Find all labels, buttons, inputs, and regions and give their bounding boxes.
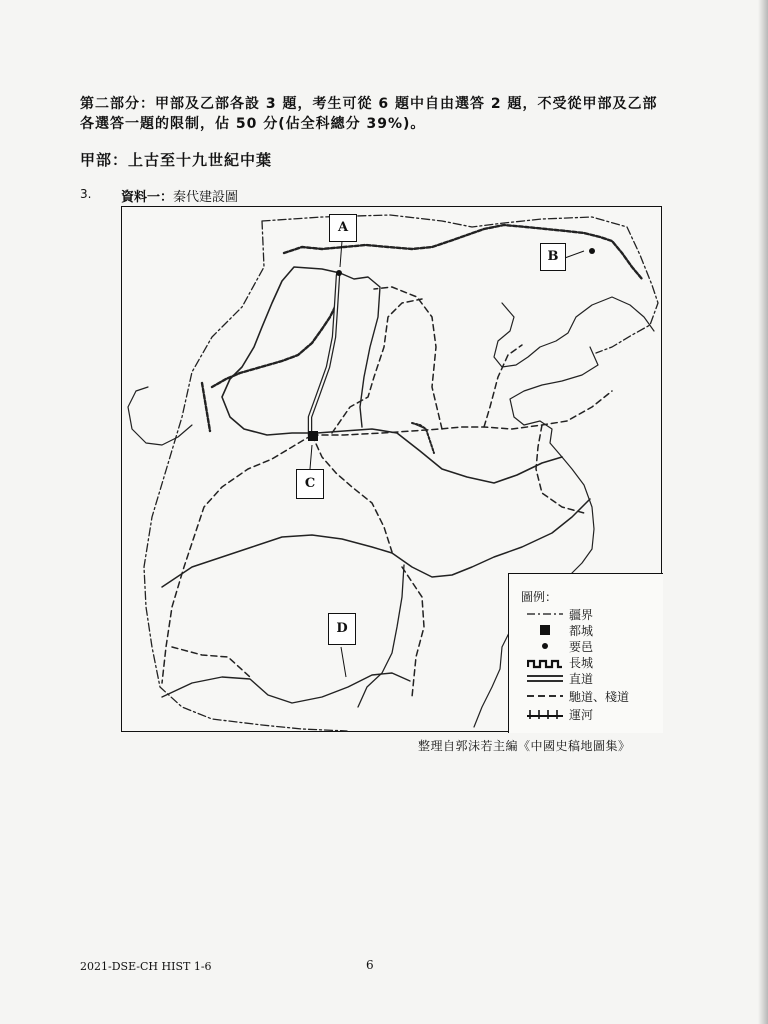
great-wall-sw	[202, 383, 210, 431]
road-4	[374, 287, 442, 429]
map-label-d: D	[328, 613, 356, 645]
section-title: 甲部：上古至十九世紀中葉	[80, 151, 273, 169]
legend-row-canal	[509, 706, 664, 722]
capital-marker	[308, 431, 318, 441]
road-1	[312, 391, 612, 435]
map-label-a: A	[329, 214, 357, 242]
legend-row-straight-road	[509, 670, 664, 686]
legend-row-capital	[509, 622, 664, 638]
great-wall-symbol	[527, 655, 563, 669]
capital-symbol	[527, 623, 563, 637]
road-6	[536, 425, 584, 513]
liaodong-coast	[494, 297, 654, 367]
boundary-symbol	[527, 607, 563, 621]
town-marker-b	[589, 248, 595, 254]
road-9	[172, 647, 250, 677]
town-symbol	[527, 639, 563, 653]
map-credit: 整理自郭沫若主編《中國史稿地圖集》	[418, 739, 631, 753]
road-7	[484, 345, 522, 427]
legend-label-great-wall: 長城	[569, 656, 594, 670]
yellow-river-north	[340, 273, 380, 427]
qin-construction-map	[121, 206, 662, 732]
legend-label-straight-road: 直道	[569, 672, 594, 686]
source-title	[121, 186, 238, 205]
great-wall-west	[212, 305, 336, 387]
instructions-line-2: 各選答一題的限制，佔 50 分(佔全科總分 39%)。	[80, 116, 426, 132]
road-8	[402, 567, 424, 697]
instructions-line-1: 第二部分：甲部及乙部各設 3 題，考生可從 6 題中自由選答 2 題，不受從甲部及乙部	[80, 96, 658, 112]
map-label-b: B	[540, 243, 566, 271]
south-river	[162, 673, 410, 703]
legend-label-road: 馳道、棧道	[569, 690, 630, 704]
part-two-instructions	[80, 94, 680, 134]
straight-road-symbol	[527, 671, 563, 685]
legend-label-boundary: 疆界	[569, 608, 594, 622]
road-2	[162, 435, 312, 683]
road-symbol	[527, 689, 563, 703]
legend-row-road	[509, 688, 664, 704]
legend-label-capital: 都城	[569, 624, 594, 638]
legend-row-great-wall	[509, 654, 664, 670]
town-marker-a	[336, 270, 342, 276]
yellow-river	[222, 267, 562, 483]
canal-symbol	[527, 707, 563, 721]
legend-label-canal: 運河	[569, 708, 594, 722]
legend-row-town	[509, 638, 664, 654]
footer-exam-code: 2021-DSE-CH HIST 1-6	[80, 960, 212, 973]
map-label-c: C	[296, 469, 324, 499]
straight-road	[310, 275, 338, 435]
map-legend	[508, 573, 663, 733]
source-label: 資料一：	[121, 190, 174, 205]
page-edge-shadow	[758, 0, 768, 1024]
question-number: 3.	[80, 187, 92, 201]
legend-row-boundary	[509, 606, 664, 622]
footer-page-number: 6	[366, 958, 374, 972]
legend-title: 圖例：	[521, 590, 558, 604]
legend-label-town: 要邑	[569, 640, 594, 654]
southern-tributary	[358, 565, 404, 707]
road-3	[312, 435, 392, 552]
source-name: 秦代建設圖	[173, 190, 239, 205]
